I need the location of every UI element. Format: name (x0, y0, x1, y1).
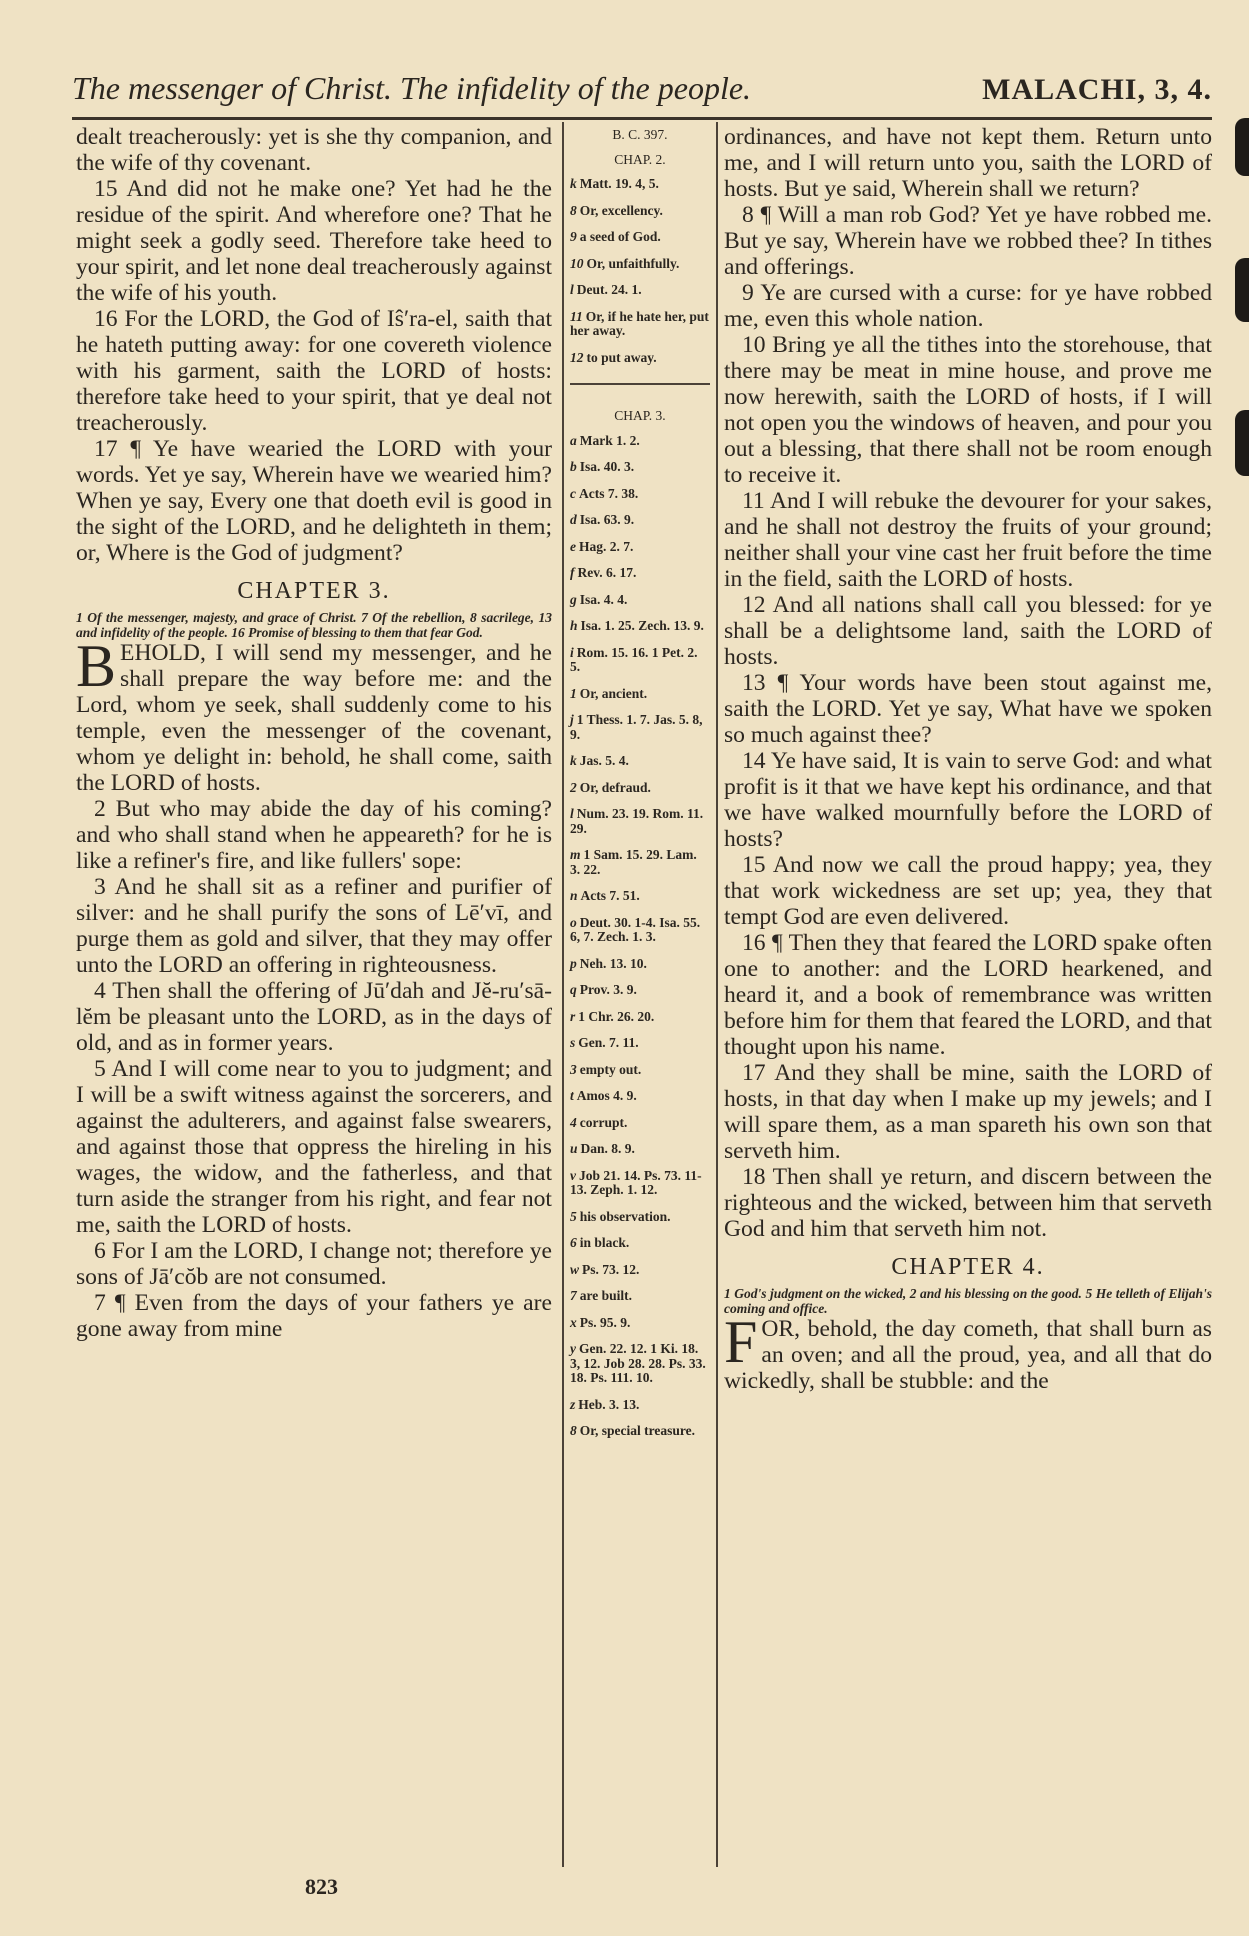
chapter-ref-heading: CHAP. 2. (614, 151, 666, 167)
reference-entry (570, 754, 710, 769)
verse-text: 16 For the LORD, the God of Iŝ′ra-el, saith that he hateth putting away: for one covereth violence with his garment, saith the LORD of hosts: therefore take heed to your spirit, that ye deal not treacherously. (76, 306, 552, 436)
reference-entry (570, 434, 710, 449)
reference-marker: 6 (570, 1235, 577, 1250)
verse-text: 7 ¶ Even from the days of your fathers ye are gone away from mine (76, 1290, 552, 1342)
reference-text: Hag. 2. 7. (579, 538, 634, 554)
reference-marker: 4 (570, 1114, 577, 1130)
reference-entry (570, 1263, 710, 1278)
reference-text: Ps. 73. 12. (582, 1261, 640, 1277)
verse-1-text: EHOLD, I will send my messenger, and he shall prepare the way before me: and the Lord, whom ye seek, shall suddenly come to his temple, even the messenger of the covenant, whom ye delight in: behold, he shall come, saith the LORD of hosts. (76, 640, 552, 796)
chapter-summary: 1 Of the messenger, majesty, and grace of Christ. 7 Of the rebellion, 8 sacrilege, 13 and infidelity of the people. 16 Promise of blessing to them that fear God. (76, 610, 552, 640)
verse-text: 10 Bring ye all the tithes into the storehouse, that there may be meat in mine house, and prove me now herewith, saith the LORD of hosts, if I will not open you the windows of heaven, and pour you out a blessing, that there shall not be room enough to receive it. (724, 332, 1212, 488)
reference-entry (570, 1210, 710, 1225)
verse-text: 17 ¶ Ye have wearied the LORD with your words. Yet ye say, Wherein have we wearied him? When ye say, Every one that doeth evil is good in the sight of the LORD, and he delighteth in them; or, Where is the God of judgment? (76, 436, 552, 566)
reference-marker: 5 (570, 1208, 577, 1224)
verse-text: 15 And did not he make one? Yet had he the residue of the spirit. And wherefore one? That he might seek a godly seed. Therefore take heed to your spirit, and let none deal treacherously against the wife of his youth. (76, 176, 552, 306)
reference-entry (570, 513, 710, 528)
reference-marker: 3 (570, 1061, 577, 1077)
reference-entry (570, 1116, 710, 1131)
reference-marker: 9 (570, 229, 577, 244)
reference-entry (570, 351, 710, 366)
verse-text: 15 And now we call the proud happy; yea, they that work wickedness are set up; yea, they that tempt God are even delivered. (724, 852, 1212, 930)
reference-text: 1 Chr. 26. 20. (578, 1008, 655, 1024)
header-title: The messenger of Christ. The infidelity of the people. (72, 70, 752, 106)
verse-text (724, 1309, 1212, 1394)
verse-text: 2 But who may abide the day of his coming? and who shall stand when he appeareth? for he is like a refiner's fire, and like fullers' sope: (76, 796, 552, 874)
reference-marker: i (570, 644, 574, 660)
reference-text: Num. 23. 19. Rom. 11. 29. (570, 806, 704, 836)
reference-marker: p (570, 955, 577, 971)
reference-entry (570, 1142, 710, 1157)
reference-marker: 1 (570, 685, 577, 701)
verse-text: 12 And all nations shall call you blessed: for ye shall be a delightsome land, saith the LORD of hosts. (724, 592, 1212, 670)
reference-text: Or, ancient. (579, 685, 648, 701)
reference-text: Rom. 15. 16. 1 Pet. 2. 5. (570, 644, 698, 674)
reference-marker: y (570, 1341, 576, 1356)
reference-text: Ps. 95. 9. (579, 1314, 631, 1330)
reference-entry (570, 1398, 710, 1413)
reference-marker: l (570, 806, 574, 821)
reference-marker: v (570, 1167, 576, 1183)
reference-entry (570, 713, 710, 742)
year-marker: B. C. 397. (612, 127, 668, 142)
reference-entry (570, 1342, 710, 1386)
verse-text: 8 ¶ Will a man rob God? Yet ye have robbed me. But ye say, Wherein have we robbed thee? In tithes and offerings. (724, 202, 1212, 280)
reference-text: Deut. 24. 1. (576, 282, 642, 297)
verse-text: 13 ¶ Your words have been stout against me, saith the LORD. Yet ye say, What have we spoken so much against thee? (724, 670, 1212, 748)
right-text-column (724, 124, 1212, 1394)
page-number: 823 (305, 1874, 338, 1899)
reference-entry (570, 1289, 710, 1304)
reference-marker: t (570, 1088, 574, 1103)
reference-text: corrupt. (579, 1114, 628, 1130)
reference-marker: 10 (570, 255, 584, 271)
reference-marker: 8 (570, 1423, 577, 1438)
reference-entry (570, 204, 710, 219)
reference-marker: b (570, 459, 577, 474)
reference-entry (570, 807, 710, 836)
reference-list (570, 434, 710, 1439)
reference-marker: w (570, 1261, 580, 1277)
verse-text: 18 Then shall ye return, and discern between the righteous and the wicked, between him that serveth God and him that serveth him not. (724, 1164, 1212, 1242)
reference-separator (570, 383, 710, 385)
reference-marker: o (570, 914, 577, 930)
reference-text: Or, unfaithfully. (586, 255, 680, 271)
reference-entry (570, 310, 710, 339)
reference-entry (570, 1424, 710, 1439)
reference-entry (570, 687, 710, 702)
reference-text: Matt. 19. 4, 5. (579, 176, 659, 191)
reference-marker: r (570, 1008, 576, 1024)
reference-text: Prov. 3. 9. (579, 982, 637, 997)
reference-marker: j (570, 712, 574, 727)
reference-text: are built. (579, 1288, 633, 1303)
reference-entry (570, 230, 710, 245)
reference-text: Heb. 3. 13. (578, 1396, 640, 1412)
reference-marker: z (570, 1396, 576, 1412)
reference-text: Acts 7. 38. (579, 485, 639, 501)
reference-text: Isa. 4. 4. (579, 591, 628, 607)
column-rule-right (716, 122, 718, 1867)
thumb-index-tab (1235, 258, 1249, 322)
reference-entry (570, 283, 710, 298)
verse-text: ordinances, and have not kept them. Return unto me, and I will return unto you, saith the LORD of hosts. But ye said, Wherein shall we return? (724, 124, 1212, 202)
header-book-reference: MALACHI, 3, 4. (982, 73, 1212, 106)
reference-text: 1 Thess. 1. 7. Jas. 5. 8, 9. (570, 712, 703, 742)
reference-entry (570, 566, 710, 581)
reference-marker: e (570, 538, 576, 554)
reference-marker: m (570, 847, 581, 862)
reference-text: Deut. 30. 1-4. Isa. 55. 6, 7. Zech. 1. 3. (570, 914, 701, 944)
reference-text: Gen. 22. 12. 1 Ki. 18. 3, 12. Job 28. 28. Ps. 33. 18. Ps. 111. 10. (570, 1341, 706, 1385)
reference-entry (570, 1063, 710, 1078)
reference-marker: x (570, 1314, 577, 1330)
reference-entry (570, 593, 710, 608)
reference-list (570, 177, 710, 365)
verse-text: dealt treacherously: yet is she thy companion, and the wife of thy covenant. (76, 124, 552, 176)
reference-marker: n (570, 888, 578, 903)
verse-text: 4 Then shall the offering of Jū′dah and Jĕ-ru′sā-lĕm be pleasant unto the LORD, as in the days of old, and as in former years. (76, 978, 552, 1056)
reference-text: Dan. 8. 9. (580, 1141, 635, 1156)
drop-cap: B (76, 633, 117, 699)
reference-marker: l (570, 282, 574, 297)
reference-entry (570, 889, 710, 904)
reference-marker: g (570, 591, 577, 607)
reference-text: Or, special treasure. (579, 1423, 695, 1438)
reference-entry (570, 487, 710, 502)
reference-marker: a (570, 432, 577, 448)
reference-marker: d (570, 512, 577, 527)
reference-entry (570, 1169, 710, 1198)
verse-text: 11 And I will rebuke the devourer for your sakes, and he shall not destroy the fruits of your ground; neither shall your vine cast her fruit before the time in the field, saith the LORD of hosts. (724, 488, 1212, 592)
reference-text: Or, defraud. (579, 779, 651, 795)
reference-text: Isa. 40. 3. (579, 459, 635, 474)
reference-entry (570, 460, 710, 475)
reference-text: to put away. (586, 349, 657, 365)
verse-text: 9 Ye are cursed with a curse: for ye have robbed me, even this whole nation. (724, 280, 1212, 332)
cross-reference-column (570, 124, 710, 1451)
verse-text: 14 Ye have said, It is vain to serve God: and what profit is it that we have kept his ordinance, and that we have walked mournfully before the LORD of hosts? (724, 748, 1212, 852)
reference-text: Isa. 63. 9. (579, 512, 635, 527)
reference-marker: k (570, 753, 577, 768)
verse-text (76, 633, 552, 796)
reference-text: Jas. 5. 4. (579, 753, 629, 768)
reference-marker: 8 (570, 202, 577, 218)
thumb-index-tab (1235, 118, 1249, 176)
reference-entry (570, 177, 710, 192)
reference-text: empty out. (579, 1061, 642, 1077)
chapter-summary: 1 God's judgment on the wicked, 2 and his blessing on the good. 5 He telleth of Elijah's coming and office. (724, 1286, 1212, 1316)
reference-entry (570, 540, 710, 555)
reference-marker: k (570, 176, 577, 191)
left-text-column (76, 124, 552, 1342)
reference-entry (570, 1236, 710, 1251)
reference-marker: q (570, 982, 577, 997)
verse-text: 16 ¶ Then they that feared the LORD spake often one to another: and the LORD hearkened, and heard it, and a book of remembrance was written before him for them that feared the LORD, and that thought upon his name. (724, 930, 1212, 1060)
reference-text: a seed of God. (579, 229, 661, 244)
reference-entry (570, 619, 710, 634)
reference-text: Job 21. 14. Ps. 73. 11-13. Zeph. 1. 12. (570, 1167, 702, 1197)
chapter-heading: CHAPTER 3. (237, 578, 391, 604)
reference-entry (570, 1089, 710, 1104)
reference-text: 1 Sam. 15. 29. Lam. 3. 22. (570, 847, 697, 877)
reference-entry (570, 1036, 710, 1051)
reference-text: Amos 4. 9. (576, 1088, 637, 1103)
reference-marker: 12 (570, 349, 584, 365)
reference-marker: f (570, 565, 575, 580)
chapter-heading: CHAPTER 4. (891, 1254, 1045, 1280)
reference-entry (570, 1010, 710, 1025)
header-rule (72, 117, 1212, 120)
reference-marker: 7 (570, 1288, 577, 1303)
reference-text: Or, excellency. (579, 202, 663, 218)
reference-marker: 2 (570, 779, 577, 795)
reference-marker: c (570, 485, 576, 501)
verse-text: 5 And I will come near to you to judgment; and I will be a swift witness against the sorcerers, and against the adulterers, and against false swearers, and against those that oppress the hireling in his wages, the widow, and the fatherless, and that turn aside the stranger from his right, and fear not me, saith the LORD of hosts. (76, 1056, 552, 1238)
reference-entry (570, 257, 710, 272)
verse-text: 17 And they shall be mine, saith the LORD of hosts, in that day when I make up my jewels; and I will spare them, as a man spareth his own son that serveth him. (724, 1060, 1212, 1164)
column-rule-left (562, 122, 564, 1867)
verse-text: 6 For I am the LORD, I change not; therefore ye sons of Jā′cŏb are not consumed. (76, 1238, 552, 1290)
drop-cap: F (724, 1309, 758, 1375)
reference-marker: s (570, 1035, 576, 1050)
running-header (72, 70, 1212, 120)
reference-marker: 11 (570, 308, 583, 324)
reference-entry (570, 781, 710, 796)
reference-entry (570, 848, 710, 877)
reference-entry (570, 646, 710, 675)
reference-text: Or, if he hate her, put her away. (570, 308, 709, 338)
reference-entry (570, 983, 710, 998)
reference-text: his observation. (579, 1208, 671, 1224)
reference-text: Rev. 6. 17. (577, 565, 637, 580)
reference-marker: u (570, 1141, 578, 1156)
verse-text: 3 And he shall sit as a refiner and purifier of silver: and he shall purify the sons of Lē′vī, and purge them as gold and silver, that they may offer unto the LORD an offering in righteousness. (76, 874, 552, 978)
verse-1-text: OR, behold, the day cometh, that shall burn as an oven; and all the proud, yea, and all that do wickedly, shall be stubble: and the (724, 1316, 1212, 1394)
reference-marker: h (570, 618, 578, 633)
reference-entry (570, 916, 710, 945)
reference-text: Gen. 7. 11. (578, 1035, 639, 1050)
chapter-ref-heading: CHAP. 3. (614, 408, 666, 423)
reference-text: Isa. 1. 25. Zech. 13. 9. (580, 618, 704, 633)
reference-text: Neh. 13. 10. (579, 955, 647, 971)
reference-entry (570, 957, 710, 972)
reference-entry (570, 1316, 710, 1331)
reference-text: Acts 7. 51. (580, 888, 640, 903)
thumb-index-tab (1235, 410, 1249, 476)
reference-text: in black. (579, 1235, 630, 1250)
reference-text: Mark 1. 2. (579, 432, 640, 448)
